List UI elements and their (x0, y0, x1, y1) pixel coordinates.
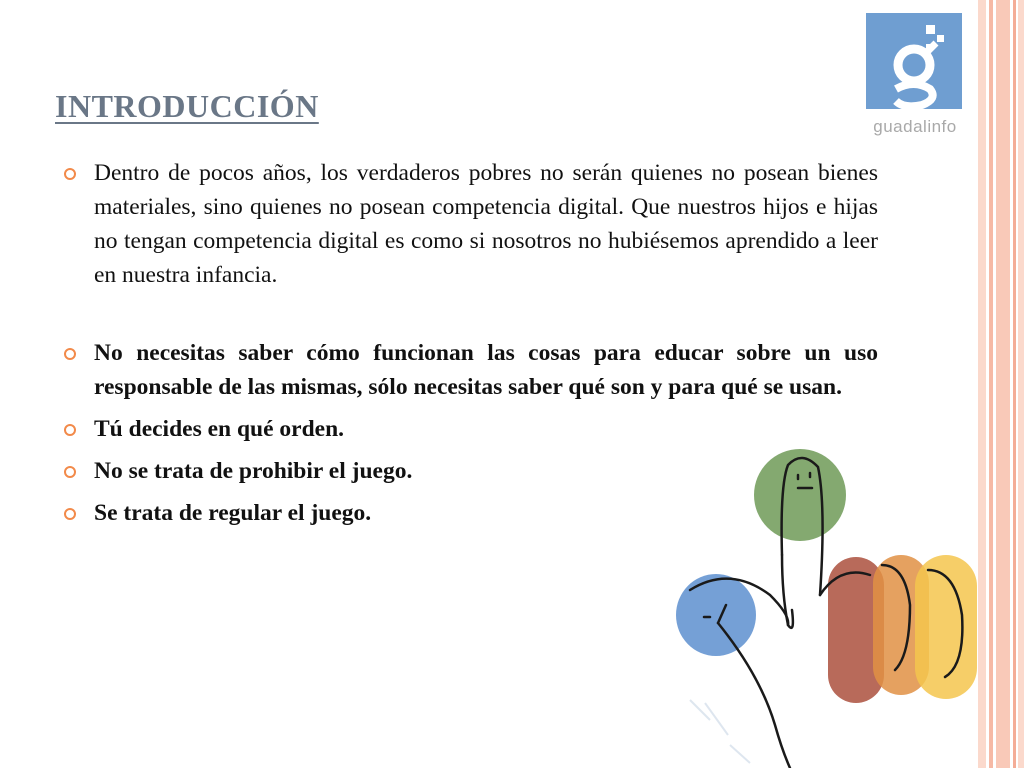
bullet-item (62, 412, 878, 446)
bullet-text: Se trata de regular el juego. (94, 500, 372, 526)
logo-mark (866, 13, 962, 109)
bullet-item (62, 336, 878, 404)
hand-figures-illustration (670, 445, 1000, 768)
bullet-text: Tú decides en qué orden. (94, 416, 345, 442)
bullet-circle-icon (64, 424, 76, 436)
bullet-circle-icon (64, 168, 76, 180)
bullet-circle-icon (64, 466, 76, 478)
bullet-circle-icon (64, 348, 76, 360)
bullet-item (62, 156, 878, 292)
bullet-text: No se trata de prohibir el juego. (94, 458, 413, 484)
logo-wordmark: guadalinfo (873, 117, 957, 136)
guadalinfo-logo (866, 13, 964, 137)
slide-title: INTRODUCCIÓN (55, 88, 319, 124)
logo-g-icon (866, 13, 962, 109)
bullet-circle-icon (64, 508, 76, 520)
bullet-text: Dentro de pocos años, los verdaderos pobres no serán quienes no posean bienes materiales, sino quienes no posean competencia digital. Que nuestros hijos e hijas no tengan competencia digital es como si nosotros no hubiésemos aprendido a leer en nuestra infancia. (94, 160, 878, 288)
bullet-text: No necesitas saber cómo funcionan las cosas para educar sobre un uso responsable de las mismas, sólo necesitas saber qué son y para qué se usan. (94, 340, 878, 400)
